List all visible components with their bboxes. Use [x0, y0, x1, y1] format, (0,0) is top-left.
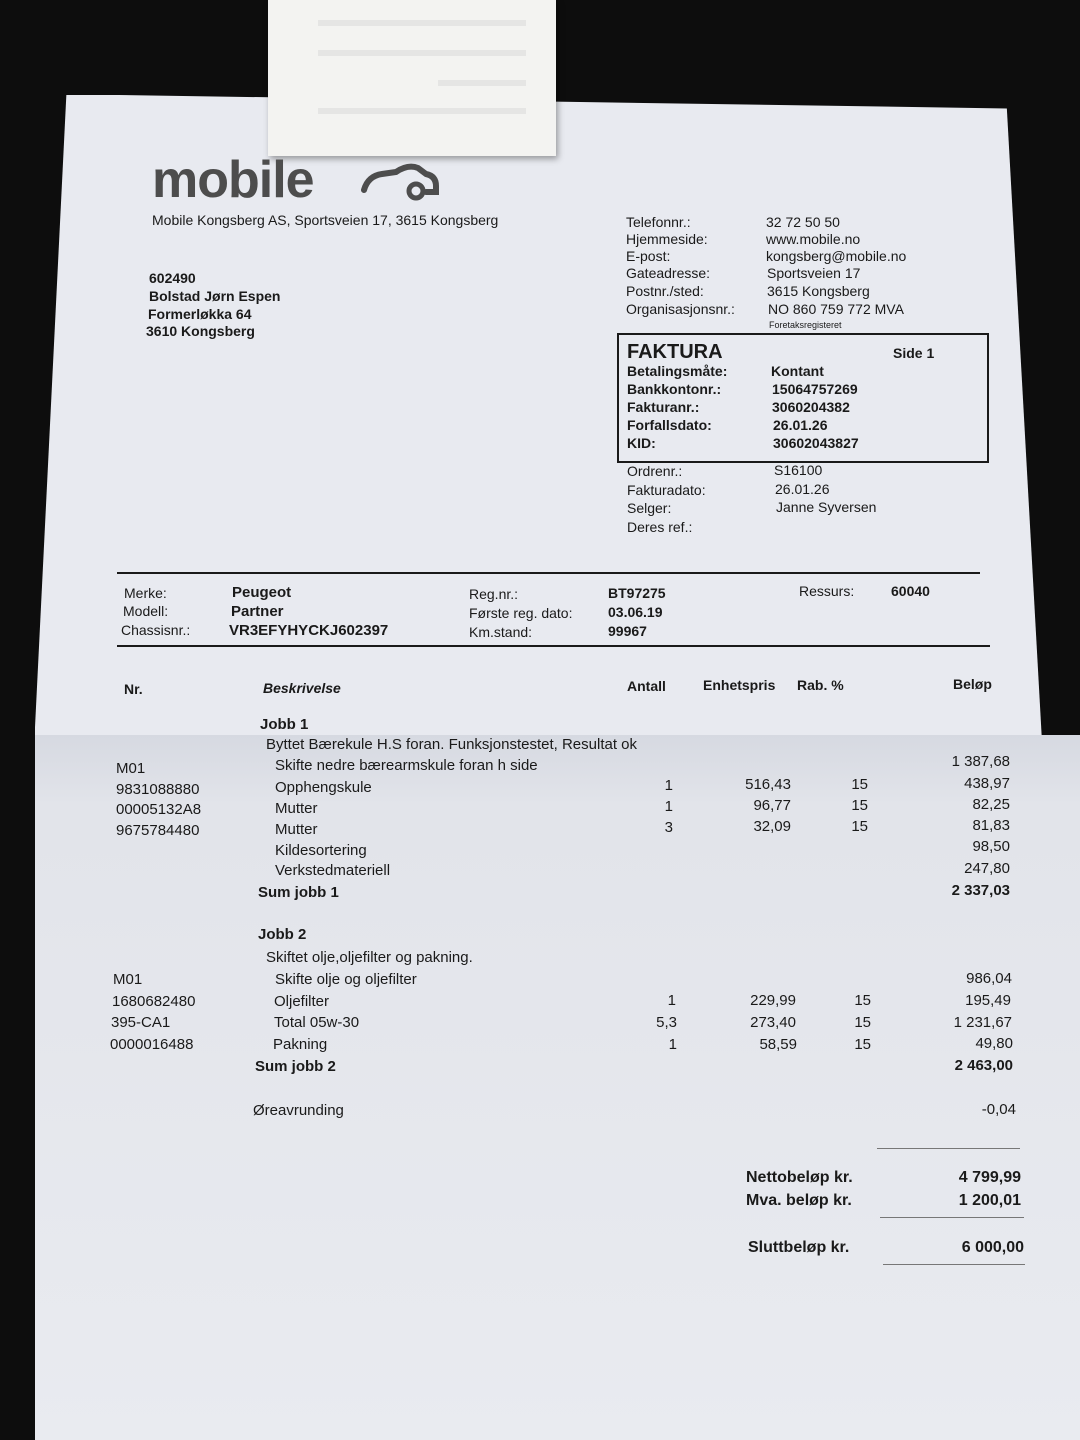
item-qty: 3 — [664, 819, 673, 836]
vat-amount: 1 200,01 — [958, 1192, 1021, 1209]
item-desc: Oljefilter — [274, 993, 330, 1010]
item-qty: 1 — [667, 992, 676, 1009]
vehicle-km: 99967 — [608, 623, 647, 639]
logo-text: mobile — [152, 151, 314, 209]
item-amount: 81,83 — [972, 817, 1010, 834]
item-amount: 195,49 — [965, 992, 1011, 1009]
vehicle-make: Peugeot — [232, 584, 292, 601]
vehicle-label: Reg.nr.: — [469, 586, 519, 602]
job-sum-label: Sum jobb 2 — [255, 1058, 336, 1075]
job-sum-label: Sum jobb 1 — [258, 884, 339, 901]
customer-street: Formerløkka 64 — [148, 306, 252, 322]
item-amount: 82,25 — [972, 796, 1010, 813]
item-nr: 9831088880 — [116, 781, 200, 798]
customer-name: Bolstad Jørn Espen — [149, 288, 281, 304]
faktura-label: KID: — [627, 435, 656, 451]
rounding-label: Øreavrunding — [253, 1102, 344, 1119]
receipt-faint-line — [318, 50, 526, 56]
registry-note: Foretaksregisteret — [769, 320, 842, 330]
item-discount: 15 — [851, 818, 868, 835]
col-unit-price: Enhetspris — [703, 677, 776, 693]
col-qty: Antall — [627, 678, 666, 694]
item-amount: 1 387,68 — [951, 753, 1010, 770]
item-discount: 15 — [851, 797, 868, 814]
item-nr: 00005132A8 — [116, 801, 202, 818]
vehicle-reg: BT97275 — [608, 585, 666, 601]
item-desc: Kildesortering — [275, 842, 367, 859]
receipt-faint-line — [318, 108, 526, 114]
item-desc: Verkstedmateriell — [275, 862, 391, 879]
company-logo — [152, 150, 314, 210]
customer-city: 3610 Kongsberg — [146, 323, 255, 339]
faktura-label: Betalingsmåte: — [627, 363, 728, 379]
item-nr: M01 — [113, 971, 143, 988]
contact-value: www.mobile.no — [766, 231, 861, 247]
job-title: Jobb 1 — [260, 716, 309, 733]
item-amount: 438,97 — [964, 775, 1010, 792]
contact-value: 3615 Kongsberg — [767, 283, 870, 299]
car-icon — [360, 160, 440, 204]
vat-label: Mva. beløp kr. — [746, 1192, 852, 1209]
paper-lower-fold — [35, 735, 1080, 1440]
rounding-value: -0,04 — [981, 1101, 1016, 1118]
item-amount: 1 231,67 — [953, 1014, 1012, 1031]
item-nr: 9675784480 — [116, 822, 200, 839]
job-title: Jobb 2 — [258, 926, 307, 943]
contact-label: Telefonnr.: — [626, 214, 691, 230]
divider — [117, 645, 990, 647]
item-qty: 1 — [664, 798, 673, 815]
order-label: Fakturadato: — [627, 482, 706, 498]
item-desc: Opphengskule — [275, 779, 372, 796]
receipt-slip — [268, 0, 556, 156]
col-nr: Nr. — [124, 681, 143, 697]
col-discount: Rab. % — [797, 677, 844, 693]
faktura-value: Kontant — [771, 363, 824, 379]
contact-value: Sportsveien 17 — [767, 265, 861, 281]
item-nr: 1680682480 — [112, 993, 196, 1010]
divider — [117, 572, 980, 574]
contact-label: E-post: — [626, 248, 671, 264]
order-label: Selger: — [627, 500, 672, 516]
item-unit-price: 229,99 — [750, 992, 796, 1009]
contact-label: Hjemmeside: — [626, 231, 708, 247]
job-sum: 2 463,00 — [954, 1057, 1013, 1074]
item-unit-price: 516,43 — [745, 776, 791, 793]
job-note: Skiftet olje,oljefilter og pakning. — [266, 949, 473, 966]
vehicle-label: Km.stand: — [469, 624, 533, 640]
final-amount: 6 000,00 — [961, 1239, 1024, 1256]
item-nr: 0000016488 — [110, 1036, 194, 1053]
item-amount: 247,80 — [964, 860, 1010, 877]
faktura-value: 15064757269 — [772, 381, 858, 397]
order-label: Ordrenr.: — [627, 463, 683, 479]
order-value: S16100 — [774, 462, 823, 478]
contact-label: Gateadresse: — [626, 265, 711, 281]
vehicle-label: Merke: — [124, 585, 167, 601]
item-nr: 395-CA1 — [111, 1014, 171, 1031]
item-desc: Total 05w-30 — [274, 1014, 360, 1031]
final-label: Sluttbeløp kr. — [748, 1239, 850, 1256]
item-unit-price: 32,09 — [753, 818, 791, 835]
vehicle-model: Partner — [231, 603, 284, 620]
item-discount: 15 — [851, 776, 868, 793]
job-sum: 2 337,03 — [951, 882, 1010, 899]
faktura-label: Forfallsdato: — [627, 417, 712, 433]
receipt-faint-line — [318, 20, 526, 26]
faktura-value: 26.01.26 — [773, 417, 828, 433]
vehicle-label: Ressurs: — [799, 583, 855, 599]
item-discount: 15 — [854, 1036, 871, 1053]
item-desc: Skifte nedre bærearmskule foran h side — [275, 757, 538, 774]
faktura-value: 3060204382 — [772, 399, 850, 415]
item-unit-price: 273,40 — [750, 1014, 796, 1031]
contact-value: NO 860 759 772 MVA — [768, 301, 904, 317]
page-number: Side 1 — [893, 345, 935, 361]
item-discount: 15 — [854, 1014, 871, 1031]
divider — [880, 1217, 1024, 1218]
job-note: Byttet Bærekule H.S foran. Funksjonstestet, Resultat ok — [266, 736, 638, 753]
customer-number: 602490 — [149, 270, 196, 286]
receipt-faint-line — [438, 80, 526, 86]
item-amount: 98,50 — [972, 838, 1010, 855]
net-amount: 4 799,99 — [958, 1169, 1021, 1186]
item-discount: 15 — [854, 992, 871, 1009]
company-address: Mobile Kongsberg AS, Sportsveien 17, 3615 Kongsberg — [152, 212, 499, 228]
item-desc: Mutter — [275, 800, 318, 817]
faktura-label: Fakturanr.: — [627, 399, 700, 415]
faktura-label: Bankkontonr.: — [627, 381, 722, 397]
vehicle-resource: 60040 — [891, 583, 930, 599]
divider — [883, 1264, 1025, 1265]
item-desc: Mutter — [275, 821, 318, 838]
item-unit-price: 58,59 — [759, 1036, 797, 1053]
divider — [877, 1148, 1020, 1149]
faktura-value: 30602043827 — [773, 435, 859, 451]
contact-value: 32 72 50 50 — [766, 214, 840, 230]
item-qty: 1 — [664, 777, 673, 794]
item-unit-price: 96,77 — [753, 797, 791, 814]
vehicle-chassis: VR3EFYHYCKJ602397 — [229, 622, 389, 639]
item-amount: 49,80 — [975, 1035, 1013, 1052]
vehicle-label: Modell: — [123, 603, 169, 619]
vehicle-label: Første reg. dato: — [469, 605, 573, 621]
item-nr: M01 — [116, 760, 146, 777]
item-amount: 986,04 — [966, 970, 1012, 987]
order-value: 26.01.26 — [775, 481, 830, 497]
col-amount: Beløp — [953, 676, 992, 692]
contact-value: kongsberg@mobile.no — [766, 248, 907, 264]
item-qty: 1 — [668, 1036, 677, 1053]
item-desc: Pakning — [273, 1036, 328, 1053]
col-desc: Beskrivelse — [263, 680, 341, 696]
vehicle-first-reg: 03.06.19 — [608, 604, 663, 620]
vehicle-label: Chassisnr.: — [121, 622, 191, 638]
item-qty: 5,3 — [656, 1014, 677, 1031]
item-desc: Skifte olje og oljefilter — [275, 971, 417, 988]
order-value: Janne Syversen — [776, 499, 877, 515]
contact-label: Postnr./sted: — [626, 283, 704, 299]
faktura-title: FAKTURA — [627, 341, 723, 363]
order-label: Deres ref.: — [627, 519, 693, 535]
contact-label: Organisasjonsnr.: — [626, 301, 735, 317]
net-label: Nettobeløp kr. — [746, 1169, 853, 1186]
